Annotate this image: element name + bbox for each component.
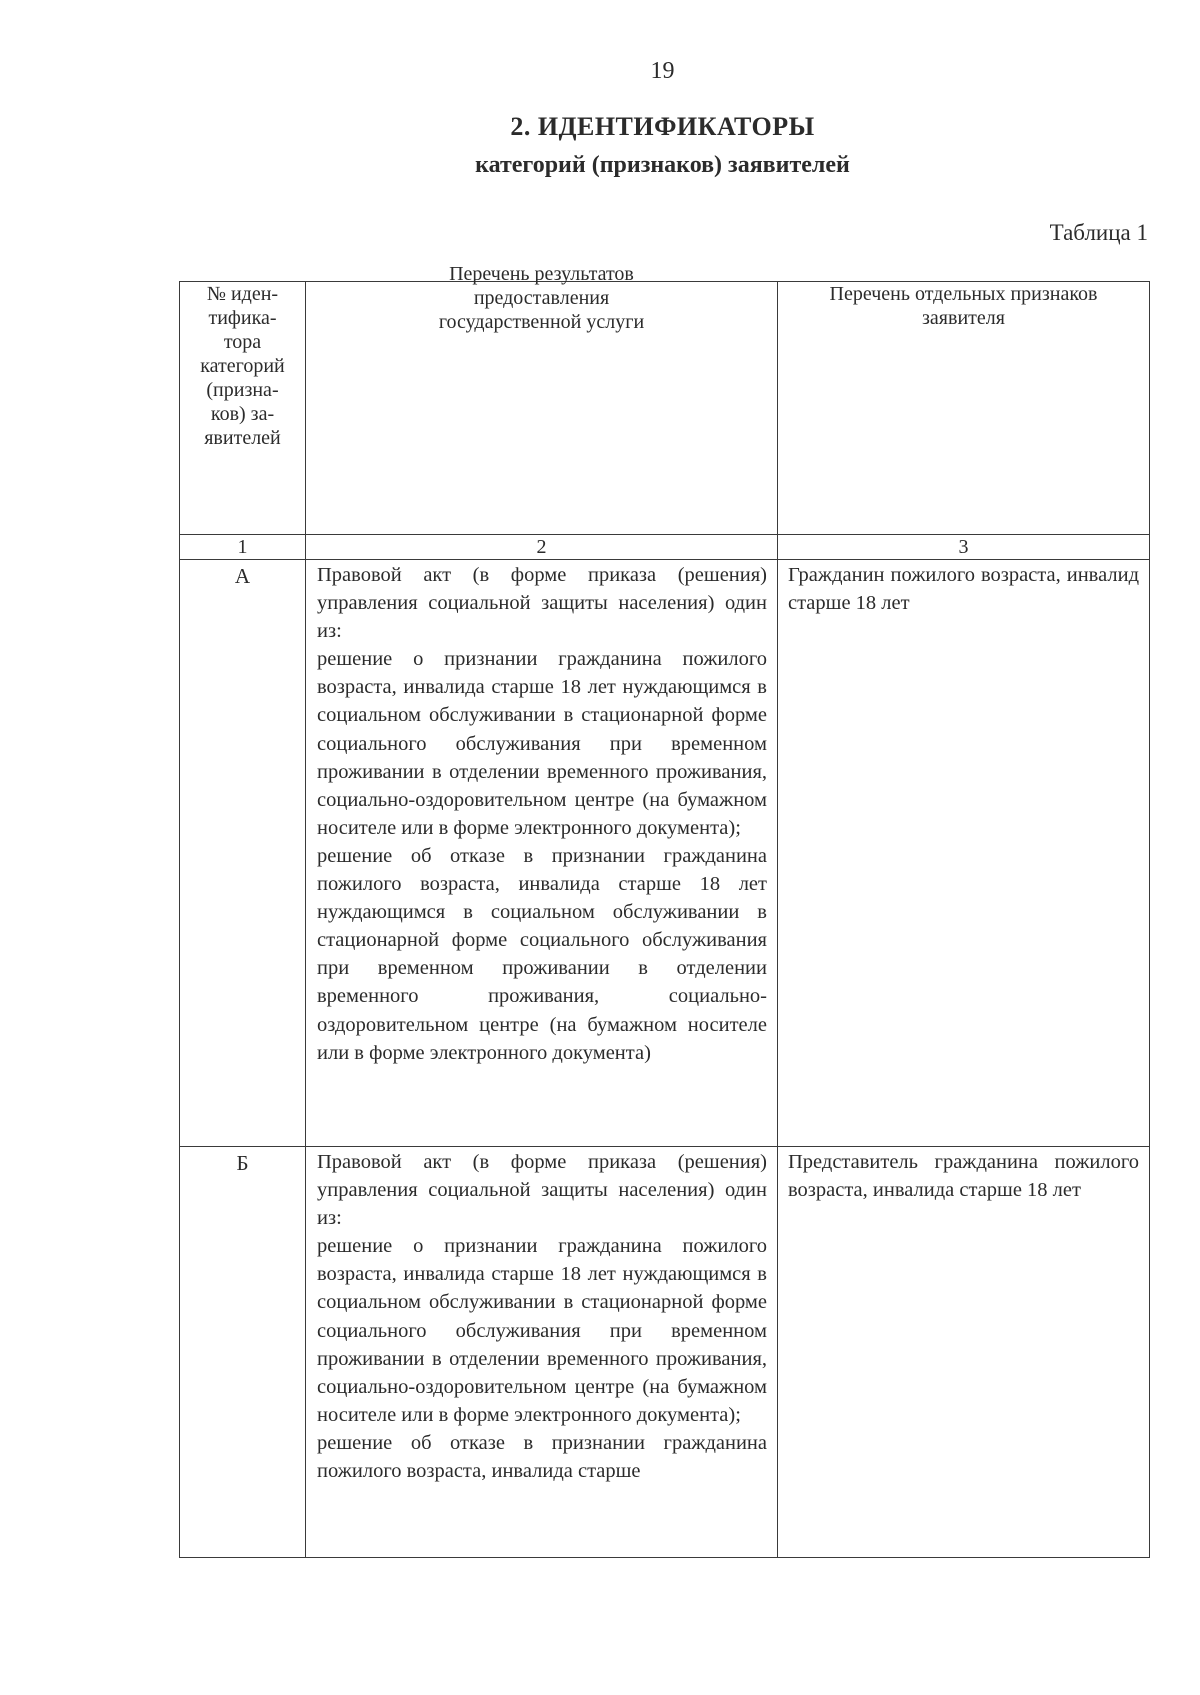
identifiers-table xyxy=(179,263,1150,1558)
attribute-cell: Гражданин пожилого возраста, инвалид старше 18 лет xyxy=(778,560,1150,1147)
section-title: 2. ИДЕНТИФИКАТОРЫ xyxy=(510,112,815,141)
table-row xyxy=(180,560,1150,1147)
table-header-row xyxy=(180,282,1150,535)
column-number-2: 2 xyxy=(306,535,778,560)
column-number-1: 1 xyxy=(180,535,306,560)
table-caption: Таблица 1 xyxy=(1049,220,1148,245)
results-paragraph: Правовой акт (в форме приказа (решения) управления социальной защиты населения) один из: xyxy=(317,1151,767,1230)
results-paragraph: решение о признании гражданина пожилого возраста, инвалида старше 18 лет нуждающимся в социальном обслуживании в стационарной форме социального обслуживания при временном проживании в отделении временного проживания, социально-оздоровительном центре (на бумажном носителе или в форме электронного документа); xyxy=(317,1235,767,1426)
header-text-attributes: Перечень отдельных признаков заявителя xyxy=(829,283,1098,329)
results-paragraph: Правовой акт (в форме приказа (решения) управления социальной защиты населения) один из: xyxy=(317,564,767,643)
results-paragraph: решение о признании гражданина пожилого возраста, инвалида старше 18 лет нуждающимся в социальном обслуживании в стационарной форме социального обслуживания при временном проживании в отделении временного проживания, социально-оздоровительном центре (на бумажном носителе или в форме электронного документа); xyxy=(317,648,767,839)
row-id: Б xyxy=(180,1147,306,1558)
attribute-cell: Представитель гражданина пожилого возраста, инвалида старше 18 лет xyxy=(778,1147,1150,1558)
header-text-results: Перечень результатов предоставления государственной услуги xyxy=(438,263,645,333)
results-paragraph: решение об отказе в признании гражданина пожилого возраста, инвалида старше xyxy=(317,1431,767,1483)
column-number-row xyxy=(180,535,1150,560)
results-cell xyxy=(306,1147,778,1558)
table-row xyxy=(180,1147,1150,1558)
results-cell xyxy=(306,560,778,1147)
column-number-3: 3 xyxy=(778,535,1150,560)
header-cell-results xyxy=(306,263,778,535)
section-subtitle: категорий (признаков) заявителей xyxy=(475,152,850,178)
results-paragraph: решение об отказе в признании гражданина пожилого возраста, инвалида старше 18 лет нуждающимся в социальном обслуживании в стационарной форме социального обслуживания при временном проживании в отделении временного проживания, социально-оздоровительном центре (на бумажном носителе или в форме электронного документа) xyxy=(317,844,767,1064)
header-cell-id xyxy=(180,282,306,535)
header-text-id: № иден- тифика- тора категорий (призна- ков) за- явителей xyxy=(200,283,285,449)
row-id: А xyxy=(180,560,306,1147)
page-number: 19 xyxy=(650,58,675,84)
header-cell-attributes xyxy=(778,282,1150,535)
